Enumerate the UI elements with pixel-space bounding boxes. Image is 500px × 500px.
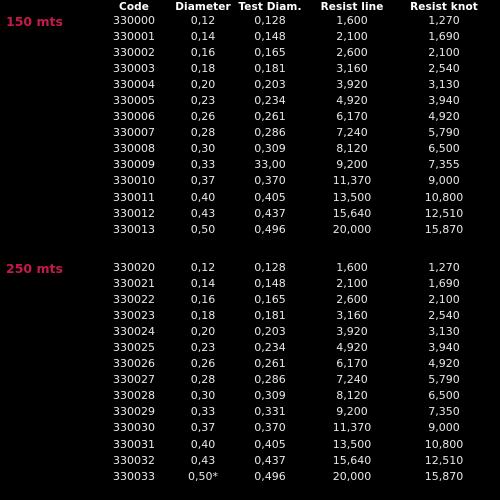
cell-resist-knot: 4,920 [428, 357, 460, 371]
section-label: 250 mts [6, 261, 63, 276]
cell-diameter: 0,43 [190, 206, 216, 220]
cell-resist-knot: 6,500 [428, 389, 460, 403]
header-test-diameter: Test Diam. [238, 1, 302, 13]
cell-diameter: 0,18 [190, 309, 216, 323]
cell-diameter: 0,14 [190, 277, 216, 291]
cell-resist-knot: 1,690 [428, 30, 460, 44]
cell-test-diameter: 0,181 [254, 309, 286, 323]
cell-code: 330021 [113, 277, 155, 291]
cell-diameter: 0,33 [190, 405, 216, 419]
table-row [0, 277, 500, 293]
cell-resist-knot: 12,510 [424, 206, 464, 220]
cell-resist-line: 3,920 [336, 325, 368, 339]
cell-resist-knot: 10,800 [424, 437, 464, 451]
cell-resist-knot: 3,940 [428, 341, 460, 355]
cell-resist-line: 2,600 [336, 293, 368, 307]
cell-test-diameter: 0,148 [254, 277, 286, 291]
table-row [0, 94, 500, 110]
cell-code: 330010 [113, 174, 155, 188]
cell-resist-line: 7,240 [336, 126, 368, 140]
cell-diameter: 0,40 [190, 190, 216, 204]
cell-diameter: 0,12 [190, 14, 216, 27]
cell-resist-knot: 9,000 [428, 421, 460, 435]
cell-code: 330028 [113, 389, 155, 403]
cell-code: 330004 [113, 78, 155, 92]
cell-resist-line: 1,600 [336, 14, 368, 27]
cell-diameter: 0,50 [190, 222, 216, 236]
section-rows [0, 14, 500, 239]
table-row [0, 325, 500, 341]
cell-code: 330026 [113, 357, 155, 371]
cell-test-diameter: 0,405 [254, 190, 286, 204]
cell-test-diameter: 0,437 [254, 206, 286, 220]
cell-diameter: 0,20 [190, 325, 216, 339]
cell-test-diameter: 0,370 [254, 174, 286, 188]
cell-resist-line: 8,120 [336, 142, 368, 156]
cell-diameter: 0,16 [190, 46, 216, 60]
cell-resist-line: 7,240 [336, 373, 368, 387]
cell-test-diameter: 0,148 [254, 30, 286, 44]
cell-diameter: 0,20 [190, 78, 216, 92]
cell-code: 330001 [113, 30, 155, 44]
table-row [0, 158, 500, 174]
table-row [0, 373, 500, 389]
cell-code: 330025 [113, 341, 155, 355]
cell-code: 330011 [113, 190, 155, 204]
cell-test-diameter: 0,309 [254, 142, 286, 156]
cell-code: 330020 [113, 261, 155, 274]
cell-test-diameter: 0,286 [254, 373, 286, 387]
cell-resist-line: 20,000 [332, 469, 372, 483]
cell-test-diameter: 0,405 [254, 437, 286, 451]
cell-resist-knot: 2,100 [428, 293, 460, 307]
cell-code: 330022 [113, 293, 155, 307]
cell-diameter: 0,37 [190, 421, 216, 435]
cell-diameter: 0,14 [190, 30, 216, 44]
cell-resist-line: 20,000 [332, 222, 372, 236]
table-row [0, 110, 500, 126]
table-row [0, 341, 500, 357]
table-row [0, 223, 500, 239]
cell-resist-knot: 10,800 [424, 190, 464, 204]
section-250 [0, 261, 500, 486]
table-row [0, 454, 500, 470]
cell-resist-knot: 6,500 [428, 142, 460, 156]
cell-resist-line: 3,920 [336, 78, 368, 92]
cell-test-diameter: 0,128 [254, 14, 286, 27]
cell-resist-knot: 2,540 [428, 62, 460, 76]
table-row [0, 405, 500, 421]
cell-resist-line: 2,600 [336, 46, 368, 60]
table-row [0, 62, 500, 78]
cell-resist-line: 6,170 [336, 357, 368, 371]
cell-resist-knot: 3,940 [428, 94, 460, 108]
cell-resist-knot: 3,130 [428, 325, 460, 339]
header-code: Code [119, 1, 149, 13]
cell-test-diameter: 0,309 [254, 389, 286, 403]
cell-code: 330030 [113, 421, 155, 435]
section-150 [0, 14, 500, 239]
cell-resist-knot: 2,540 [428, 309, 460, 323]
cell-diameter: 0,23 [190, 94, 216, 108]
table-row [0, 421, 500, 437]
cell-test-diameter: 0,370 [254, 421, 286, 435]
cell-resist-line: 15,640 [332, 453, 372, 467]
cell-resist-line: 8,120 [336, 389, 368, 403]
cell-test-diameter: 0,234 [254, 94, 286, 108]
cell-code: 330023 [113, 309, 155, 323]
cell-code: 330027 [113, 373, 155, 387]
cell-resist-line: 4,920 [336, 341, 368, 355]
cell-diameter: 0,28 [190, 126, 216, 140]
cell-test-diameter: 0,165 [254, 293, 286, 307]
cell-resist-knot: 5,790 [428, 126, 460, 140]
table-row [0, 142, 500, 158]
cell-test-diameter: 0,261 [254, 110, 286, 124]
cell-resist-line: 4,920 [336, 94, 368, 108]
table-row [0, 309, 500, 325]
cell-code: 330005 [113, 94, 155, 108]
cell-code: 330032 [113, 453, 155, 467]
cell-test-diameter: 0,496 [254, 222, 286, 236]
cell-code: 330000 [113, 14, 155, 27]
cell-code: 330009 [113, 158, 155, 172]
cell-test-diameter: 0,128 [254, 261, 286, 274]
cell-test-diameter: 0,331 [254, 405, 286, 419]
cell-resist-knot: 9,000 [428, 174, 460, 188]
table-row [0, 174, 500, 190]
cell-resist-line: 11,370 [332, 174, 372, 188]
cell-test-diameter: 0,261 [254, 357, 286, 371]
table-row [0, 30, 500, 46]
cell-diameter: 0,23 [190, 341, 216, 355]
cell-test-diameter: 0,203 [254, 325, 286, 339]
cell-resist-line: 6,170 [336, 110, 368, 124]
cell-resist-line: 9,200 [336, 405, 368, 419]
cell-code: 330002 [113, 46, 155, 60]
cell-diameter: 0,26 [190, 110, 216, 124]
table-row [0, 14, 500, 30]
cell-resist-knot: 15,870 [424, 222, 464, 236]
cell-code: 330024 [113, 325, 155, 339]
cell-test-diameter: 0,286 [254, 126, 286, 140]
cell-resist-line: 2,100 [336, 30, 368, 44]
cell-resist-line: 3,160 [336, 309, 368, 323]
cell-resist-line: 15,640 [332, 206, 372, 220]
cell-code: 330029 [113, 405, 155, 419]
cell-test-diameter: 0,203 [254, 78, 286, 92]
table-row [0, 126, 500, 142]
table-row [0, 389, 500, 405]
cell-diameter: 0,12 [190, 261, 216, 274]
cell-code: 330008 [113, 142, 155, 156]
cell-test-diameter: 0,437 [254, 453, 286, 467]
section-label: 150 mts [6, 14, 63, 29]
table-header [0, 1, 500, 13]
cell-code: 330031 [113, 437, 155, 451]
cell-resist-line: 13,500 [332, 190, 372, 204]
cell-resist-knot: 7,355 [428, 158, 460, 172]
cell-diameter: 0,28 [190, 373, 216, 387]
cell-code: 330003 [113, 62, 155, 76]
cell-diameter: 0,40 [190, 437, 216, 451]
cell-test-diameter: 0,496 [254, 469, 286, 483]
cell-resist-line: 13,500 [332, 437, 372, 451]
cell-resist-knot: 5,790 [428, 373, 460, 387]
cell-resist-knot: 4,920 [428, 110, 460, 124]
table-row [0, 438, 500, 454]
cell-diameter: 0,33 [190, 158, 216, 172]
cell-resist-line: 1,600 [336, 261, 368, 274]
table-row [0, 207, 500, 223]
table-row [0, 191, 500, 207]
section-rows [0, 261, 500, 486]
cell-test-diameter: 33,00 [254, 158, 286, 172]
cell-test-diameter: 0,234 [254, 341, 286, 355]
cell-diameter: 0,37 [190, 174, 216, 188]
cell-code: 330013 [113, 222, 155, 236]
cell-resist-knot: 1,270 [428, 14, 460, 27]
cell-diameter: 0,30 [190, 142, 216, 156]
cell-code: 330012 [113, 206, 155, 220]
table-row [0, 470, 500, 486]
cell-resist-knot: 1,690 [428, 277, 460, 291]
cell-diameter: 0,18 [190, 62, 216, 76]
table-row [0, 293, 500, 309]
cell-resist-line: 3,160 [336, 62, 368, 76]
cell-resist-knot: 7,350 [428, 405, 460, 419]
cell-resist-knot: 3,130 [428, 78, 460, 92]
cell-code: 330033 [113, 469, 155, 483]
cell-diameter: 0,43 [190, 453, 216, 467]
cell-diameter: 0,30 [190, 389, 216, 403]
table-row [0, 46, 500, 62]
cell-resist-knot: 15,870 [424, 469, 464, 483]
table-row [0, 261, 500, 277]
cell-diameter: 0,16 [190, 293, 216, 307]
header-resist-line: Resist line [320, 1, 384, 13]
cell-code: 330006 [113, 110, 155, 124]
header-diameter: Diameter [175, 1, 231, 13]
cell-resist-line: 9,200 [336, 158, 368, 172]
cell-resist-knot: 2,100 [428, 46, 460, 60]
cell-test-diameter: 0,165 [254, 46, 286, 60]
cell-resist-line: 2,100 [336, 277, 368, 291]
table-row [0, 78, 500, 94]
table-row [0, 357, 500, 373]
cell-resist-knot: 12,510 [424, 453, 464, 467]
cell-diameter: 0,50* [188, 469, 218, 483]
header-resist-knot: Resist knot [410, 1, 478, 13]
cell-resist-knot: 1,270 [428, 261, 460, 274]
cell-diameter: 0,26 [190, 357, 216, 371]
cell-code: 330007 [113, 126, 155, 140]
cell-resist-line: 11,370 [332, 421, 372, 435]
cell-test-diameter: 0,181 [254, 62, 286, 76]
